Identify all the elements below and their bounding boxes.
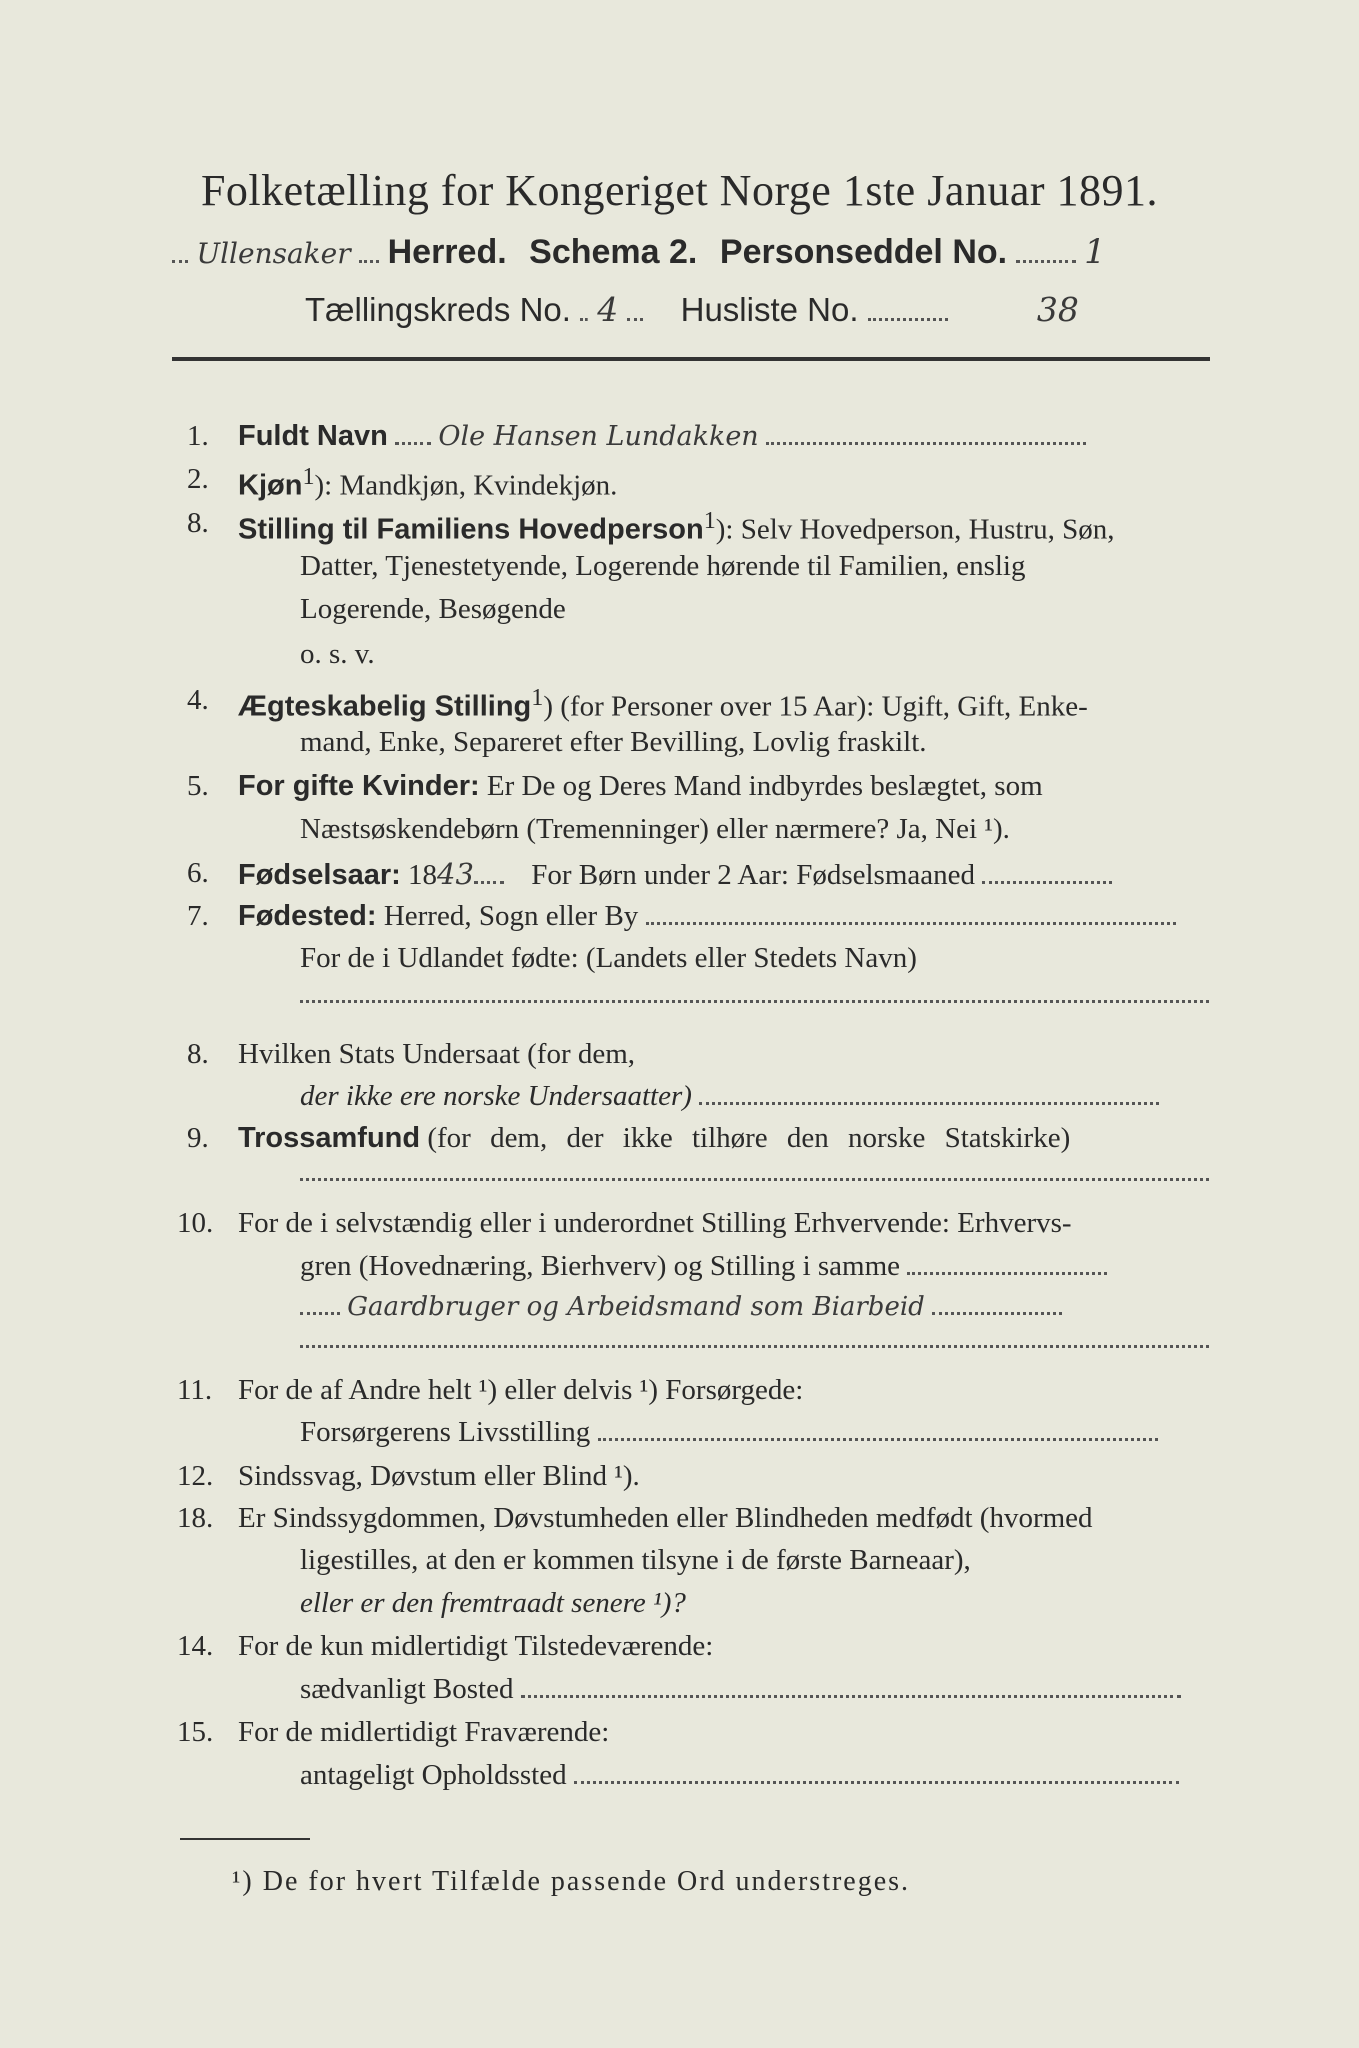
herred-value: Ullensaker: [196, 237, 351, 270]
item-married-women: [238, 770, 1043, 803]
birth-year-value: 43: [437, 857, 474, 891]
header-rule: [172, 357, 1210, 361]
supported-line2-row: [300, 1416, 1158, 1449]
item-sex: [238, 463, 617, 503]
temporary-present-line2-row: [300, 1673, 1181, 1706]
disability-origin-line3: eller er den fremtraadt senere ¹)?: [300, 1587, 686, 1619]
schema-label: Schema 2.: [529, 233, 698, 271]
disability-line1: Sindssvag, Døvstum eller Blind ¹).: [238, 1460, 640, 1492]
item-number: 8.: [187, 1038, 209, 1070]
item-number: 4.: [187, 684, 209, 716]
temporary-absent-line1: For de midlertidigt Fraværende:: [238, 1716, 610, 1748]
item-number: 6.: [187, 857, 209, 889]
kreds-line: [305, 290, 1079, 329]
kreds-label: Tællingskreds No.: [305, 291, 571, 328]
footnote-mark: 1: [531, 684, 544, 711]
item-family-position: [238, 507, 1115, 547]
footnote-rule: [180, 1838, 310, 1840]
fill-line: [300, 1345, 1209, 1348]
married-women-label: For gifte Kvinder:: [238, 770, 480, 802]
family-position-line2: Datter, Tjenestetyende, Logerende hørende til Familien, enslig: [300, 550, 1026, 582]
occupation-value: Gaardbruger og Arbeidsmand som Biarbeid: [347, 1292, 925, 1322]
footnote: ¹) De for hvert Tilfælde passende Ord understreges.: [232, 1866, 911, 1897]
citizenship-line2-row: [300, 1080, 1159, 1113]
temporary-present-line2: sædvanligt Bosted: [300, 1673, 514, 1705]
birth-year-prefix: 18: [408, 859, 438, 891]
occupation-line1: For de i selvstændig eller i underordnet Stilling Erhvervende: Erhvervs-: [238, 1207, 1072, 1239]
item-religion: [238, 1122, 1070, 1155]
sex-options: ): Mandkjøn, Kvindekjøn.: [314, 469, 618, 502]
birth-year-label: Fødselsaar:: [238, 859, 401, 891]
item-number: 15.: [177, 1716, 214, 1748]
temporary-absent-line2-row: [300, 1759, 1179, 1792]
birthplace-label: Fødested:: [238, 900, 377, 932]
fill-line: [300, 1178, 1209, 1181]
item-number: 11.: [177, 1374, 213, 1406]
husliste-label: Husliste No.: [680, 291, 859, 328]
item-number: 18.: [177, 1502, 214, 1534]
occupation-line2: gren (Hovednæring, Bierhverv) og Stilling i samme: [300, 1250, 901, 1282]
item-number: 10.: [177, 1207, 214, 1239]
occupation-line2-row: [300, 1250, 1107, 1283]
disability-origin-line1: Er Sindssygdommen, Døvstumheden eller Blindheden medfødt (hvormed: [238, 1502, 1093, 1534]
family-position-line4: o. s. v.: [300, 638, 375, 670]
kreds-value: 4: [597, 290, 619, 329]
temporary-present-line1: For de kun midlertidigt Tilstedeværende:: [238, 1630, 714, 1662]
sex-label: Kjøn: [238, 469, 303, 502]
personseddel-value: 1: [1084, 232, 1106, 272]
family-position-line1: ): Selv Hovedperson, Hustru, Søn,: [715, 513, 1115, 546]
husliste-value: 38: [1036, 290, 1079, 329]
item-birthplace: [238, 900, 1176, 933]
fill-line: [300, 1000, 1209, 1003]
full-name-label: Fuldt Navn: [238, 420, 388, 452]
item-number: 5.: [187, 770, 209, 802]
temporary-absent-line2: antageligt Opholdssted: [300, 1759, 567, 1791]
item-number: 1.: [187, 420, 209, 452]
family-position-line3: Logerende, Besøgende: [300, 593, 566, 625]
item-number: 12.: [177, 1460, 214, 1492]
citizenship-label: Hvilken Stats Undersaat: [238, 1038, 520, 1070]
item-birth-year: [238, 857, 1112, 892]
marital-status-line1: ) (for Personer over 15 Aar): Ugift, Gift, Enke-: [543, 690, 1088, 723]
married-women-line2: Næstsøskendebørn (Tremenninger) eller nærmere? Ja, Nei ¹).: [300, 813, 1010, 845]
religion-line1: (for dem, der ikke tilhøre den norske Statskirke): [427, 1122, 1071, 1154]
item-number: 8.: [187, 507, 209, 539]
religion-label: Trossamfund: [238, 1122, 421, 1154]
footnote-mark: 1: [703, 507, 716, 534]
personseddel-label: Personseddel No.: [719, 233, 1008, 271]
item-number: 2.: [187, 463, 209, 495]
citizenship-line2: der ikke ere norske Undersaatter): [300, 1080, 692, 1112]
footnote-mark: 1: [302, 463, 315, 490]
item-full-name: [238, 420, 1086, 453]
birth-month-label: For Børn under 2 Aar: Fødselsmaaned: [531, 859, 975, 891]
item-number: 14.: [177, 1630, 214, 1662]
item-number: 9.: [187, 1122, 209, 1154]
item-number: 7.: [187, 900, 209, 932]
birthplace-line1: Herred, Sogn eller By: [383, 900, 639, 932]
full-name-value: Ole Hansen Lundakken: [438, 421, 759, 452]
family-position-label: Stilling til Familiens Hovedperson: [238, 513, 704, 546]
occupation-value-row: [300, 1290, 1062, 1323]
marital-status-label: Ægteskabelig Stilling: [238, 690, 532, 723]
supported-line2: Forsørgerens Livsstilling: [300, 1416, 591, 1448]
marital-status-line2: mand, Enke, Separeret efter Bevilling, Lovlig fraskilt.: [300, 726, 927, 758]
disability-origin-line2: ligestilles, at den er kommen tilsyne i de første Barneaar),: [300, 1544, 971, 1576]
item-citizenship: [238, 1038, 635, 1071]
citizenship-line1: (for dem,: [527, 1038, 636, 1070]
birthplace-line2: For de i Udlandet fødte: (Landets eller Stedets Navn): [300, 942, 917, 974]
married-women-line1: Er De og Deres Mand indbyrdes beslægtet, som: [486, 770, 1043, 802]
page-title: Folketælling for Kongeriget Norge 1ste Januar 1891.: [200, 166, 1159, 215]
herred-line: [172, 232, 1106, 272]
supported-line1: For de af Andre helt ¹) eller delvis ¹) Forsørgede:: [238, 1374, 804, 1406]
herred-label: Herred.: [387, 233, 507, 271]
item-marital-status: [238, 684, 1088, 724]
